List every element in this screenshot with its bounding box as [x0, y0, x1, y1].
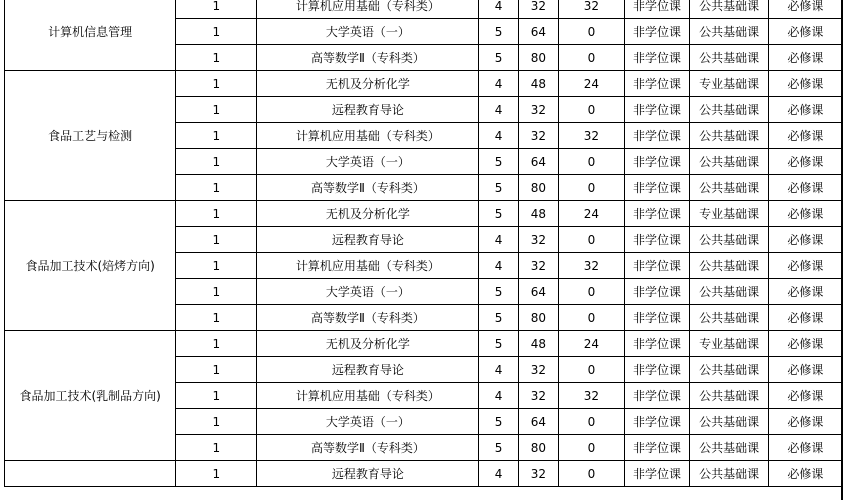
- category-cell[interactable]: 公共基础课: [690, 279, 769, 305]
- lab-hours-cell[interactable]: 32: [559, 383, 625, 409]
- major-cell[interactable]: 计算机信息管理: [5, 0, 176, 71]
- lab-hours-cell[interactable]: 0: [559, 357, 625, 383]
- course-cell[interactable]: 高等数学Ⅱ（专科类）: [257, 45, 479, 71]
- credits-cell[interactable]: 5: [479, 201, 518, 227]
- lab-hours-cell[interactable]: 24: [559, 201, 625, 227]
- credits-cell[interactable]: 4: [479, 383, 518, 409]
- course-cell[interactable]: 高等数学Ⅱ（专科类）: [257, 435, 479, 461]
- lab-hours-cell[interactable]: 0: [559, 305, 625, 331]
- course-cell[interactable]: 无机及分析化学: [257, 201, 479, 227]
- course-cell[interactable]: 高等数学Ⅱ（专科类）: [257, 305, 479, 331]
- category-cell[interactable]: 公共基础课: [690, 305, 769, 331]
- hours-cell[interactable]: 32: [518, 0, 558, 19]
- count-cell[interactable]: 1: [176, 409, 257, 435]
- degree-cell[interactable]: 非学位课: [624, 461, 690, 487]
- count-cell[interactable]: 1: [176, 19, 257, 45]
- hours-cell[interactable]: 48: [518, 71, 558, 97]
- credits-cell[interactable]: 5: [479, 175, 518, 201]
- degree-cell[interactable]: 非学位课: [624, 357, 690, 383]
- category-cell[interactable]: 公共基础课: [690, 45, 769, 71]
- credits-cell[interactable]: 4: [479, 123, 518, 149]
- category-cell[interactable]: 专业基础课: [690, 71, 769, 97]
- lab-hours-cell[interactable]: 32: [559, 123, 625, 149]
- credits-cell[interactable]: 5: [479, 305, 518, 331]
- category-cell[interactable]: 公共基础课: [690, 0, 769, 19]
- hours-cell[interactable]: 32: [518, 253, 558, 279]
- lab-hours-cell[interactable]: 0: [559, 149, 625, 175]
- requirement-cell[interactable]: 必修课: [768, 227, 842, 253]
- degree-cell[interactable]: 非学位课: [624, 0, 690, 19]
- degree-cell[interactable]: 非学位课: [624, 45, 690, 71]
- count-cell[interactable]: 1: [176, 123, 257, 149]
- degree-cell[interactable]: 非学位课: [624, 279, 690, 305]
- category-cell[interactable]: 公共基础课: [690, 461, 769, 487]
- degree-cell[interactable]: 非学位课: [624, 175, 690, 201]
- lab-hours-cell[interactable]: 32: [559, 0, 625, 19]
- credits-cell[interactable]: 5: [479, 331, 518, 357]
- course-cell[interactable]: 远程教育导论: [257, 227, 479, 253]
- table-body: [5, 0, 843, 487]
- lab-hours-cell[interactable]: 0: [559, 97, 625, 123]
- count-cell[interactable]: 1: [176, 201, 257, 227]
- course-cell[interactable]: 远程教育导论: [257, 461, 479, 487]
- requirement-cell[interactable]: 必修课: [768, 0, 842, 19]
- requirement-cell[interactable]: 必修课: [768, 71, 842, 97]
- category-cell[interactable]: 公共基础课: [690, 19, 769, 45]
- lab-hours-cell[interactable]: 0: [559, 279, 625, 305]
- major-cell[interactable]: 食品加工技术(焙烤方向): [5, 201, 176, 331]
- category-cell[interactable]: 公共基础课: [690, 253, 769, 279]
- category-cell[interactable]: 专业基础课: [690, 331, 769, 357]
- degree-cell[interactable]: 非学位课: [624, 331, 690, 357]
- course-cell[interactable]: 高等数学Ⅱ（专科类）: [257, 175, 479, 201]
- credits-cell[interactable]: 5: [479, 19, 518, 45]
- requirement-cell[interactable]: 必修课: [768, 45, 842, 71]
- category-cell[interactable]: 公共基础课: [690, 123, 769, 149]
- table-row[interactable]: [5, 0, 843, 19]
- major-cell[interactable]: 食品加工技术(乳制品方向): [5, 331, 176, 461]
- requirement-cell[interactable]: 必修课: [768, 97, 842, 123]
- count-cell[interactable]: 1: [176, 435, 257, 461]
- hours-cell[interactable]: 64: [518, 149, 558, 175]
- hours-cell[interactable]: 32: [518, 123, 558, 149]
- degree-cell[interactable]: 非学位课: [624, 227, 690, 253]
- hours-cell[interactable]: 80: [518, 305, 558, 331]
- count-cell[interactable]: 1: [176, 45, 257, 71]
- lab-hours-cell[interactable]: 24: [559, 331, 625, 357]
- hours-cell[interactable]: 48: [518, 331, 558, 357]
- course-cell[interactable]: 无机及分析化学: [257, 71, 479, 97]
- category-cell[interactable]: 公共基础课: [690, 175, 769, 201]
- hours-cell[interactable]: 32: [518, 97, 558, 123]
- count-cell[interactable]: 1: [176, 149, 257, 175]
- lab-hours-cell[interactable]: 0: [559, 227, 625, 253]
- lab-hours-cell[interactable]: 0: [559, 461, 625, 487]
- requirement-cell[interactable]: 必修课: [768, 253, 842, 279]
- hours-cell[interactable]: 80: [518, 45, 558, 71]
- count-cell[interactable]: 1: [176, 305, 257, 331]
- requirement-cell[interactable]: 必修课: [768, 461, 842, 487]
- major-cell[interactable]: 食品工艺与检测: [5, 71, 176, 201]
- credits-cell[interactable]: 4: [479, 253, 518, 279]
- course-cell[interactable]: 大学英语（一）: [257, 19, 479, 45]
- count-cell[interactable]: 1: [176, 227, 257, 253]
- lab-hours-cell[interactable]: 0: [559, 435, 625, 461]
- category-cell[interactable]: 公共基础课: [690, 357, 769, 383]
- degree-cell[interactable]: 非学位课: [624, 435, 690, 461]
- degree-cell[interactable]: 非学位课: [624, 19, 690, 45]
- course-cell[interactable]: 计算机应用基础（专科类）: [257, 0, 479, 19]
- requirement-cell[interactable]: 必修课: [768, 409, 842, 435]
- course-plan-table: [4, 0, 843, 487]
- course-cell[interactable]: 计算机应用基础（专科类）: [257, 383, 479, 409]
- hours-cell[interactable]: 80: [518, 175, 558, 201]
- credits-cell[interactable]: 4: [479, 357, 518, 383]
- table-row[interactable]: [5, 331, 843, 357]
- hours-cell[interactable]: 64: [518, 19, 558, 45]
- credits-cell[interactable]: 4: [479, 227, 518, 253]
- requirement-cell[interactable]: 必修课: [768, 19, 842, 45]
- count-cell[interactable]: 1: [176, 279, 257, 305]
- count-cell[interactable]: 1: [176, 383, 257, 409]
- category-cell[interactable]: 公共基础课: [690, 227, 769, 253]
- hours-cell[interactable]: 32: [518, 227, 558, 253]
- count-cell[interactable]: 1: [176, 253, 257, 279]
- hours-cell[interactable]: 32: [518, 357, 558, 383]
- count-cell[interactable]: 1: [176, 357, 257, 383]
- degree-cell[interactable]: 非学位课: [624, 97, 690, 123]
- degree-cell[interactable]: 非学位课: [624, 123, 690, 149]
- credits-cell[interactable]: 4: [479, 71, 518, 97]
- lab-hours-cell[interactable]: 0: [559, 409, 625, 435]
- course-cell[interactable]: 无机及分析化学: [257, 331, 479, 357]
- lab-hours-cell[interactable]: 0: [559, 19, 625, 45]
- table-row[interactable]: [5, 461, 843, 487]
- lab-hours-cell[interactable]: 0: [559, 45, 625, 71]
- hours-cell[interactable]: 64: [518, 409, 558, 435]
- lab-hours-cell[interactable]: 32: [559, 253, 625, 279]
- hours-cell[interactable]: 32: [518, 461, 558, 487]
- requirement-cell[interactable]: 必修课: [768, 435, 842, 461]
- lab-hours-cell[interactable]: 24: [559, 71, 625, 97]
- requirement-cell[interactable]: 必修课: [768, 279, 842, 305]
- hours-cell[interactable]: 64: [518, 279, 558, 305]
- requirement-cell[interactable]: 必修课: [768, 175, 842, 201]
- course-cell[interactable]: 远程教育导论: [257, 357, 479, 383]
- count-cell[interactable]: 1: [176, 461, 257, 487]
- degree-cell[interactable]: 非学位课: [624, 383, 690, 409]
- course-cell[interactable]: 大学英语（一）: [257, 149, 479, 175]
- category-cell[interactable]: 公共基础课: [690, 149, 769, 175]
- credits-cell[interactable]: 4: [479, 97, 518, 123]
- category-cell[interactable]: 公共基础课: [690, 383, 769, 409]
- hours-cell[interactable]: 48: [518, 201, 558, 227]
- requirement-cell[interactable]: 必修课: [768, 305, 842, 331]
- count-cell[interactable]: 1: [176, 0, 257, 19]
- hours-cell[interactable]: 32: [518, 383, 558, 409]
- credits-cell[interactable]: 5: [479, 409, 518, 435]
- course-cell[interactable]: 远程教育导论: [257, 97, 479, 123]
- requirement-cell[interactable]: 必修课: [768, 149, 842, 175]
- table-row[interactable]: [5, 201, 843, 227]
- credits-cell[interactable]: 5: [479, 45, 518, 71]
- hours-cell[interactable]: 80: [518, 435, 558, 461]
- degree-cell[interactable]: 非学位课: [624, 305, 690, 331]
- course-cell[interactable]: 大学英语（一）: [257, 409, 479, 435]
- credits-cell[interactable]: 5: [479, 149, 518, 175]
- requirement-cell[interactable]: 必修课: [768, 357, 842, 383]
- credits-cell[interactable]: 4: [479, 0, 518, 19]
- credits-cell[interactable]: 5: [479, 279, 518, 305]
- credits-cell[interactable]: 5: [479, 435, 518, 461]
- count-cell[interactable]: 1: [176, 71, 257, 97]
- requirement-cell[interactable]: 必修课: [768, 123, 842, 149]
- count-cell[interactable]: 1: [176, 97, 257, 123]
- requirement-cell[interactable]: 必修课: [768, 383, 842, 409]
- degree-cell[interactable]: 非学位课: [624, 409, 690, 435]
- count-cell[interactable]: 1: [176, 331, 257, 357]
- lab-hours-cell[interactable]: 0: [559, 175, 625, 201]
- category-cell[interactable]: 专业基础课: [690, 201, 769, 227]
- course-cell[interactable]: 计算机应用基础（专科类）: [257, 253, 479, 279]
- category-cell[interactable]: 公共基础课: [690, 97, 769, 123]
- degree-cell[interactable]: 非学位课: [624, 71, 690, 97]
- requirement-cell[interactable]: 必修课: [768, 201, 842, 227]
- category-cell[interactable]: 公共基础课: [690, 435, 769, 461]
- degree-cell[interactable]: 非学位课: [624, 201, 690, 227]
- degree-cell[interactable]: 非学位课: [624, 149, 690, 175]
- credits-cell[interactable]: 4: [479, 461, 518, 487]
- course-cell[interactable]: 大学英语（一）: [257, 279, 479, 305]
- count-cell[interactable]: 1: [176, 175, 257, 201]
- table-row[interactable]: [5, 71, 843, 97]
- course-cell[interactable]: 计算机应用基础（专科类）: [257, 123, 479, 149]
- requirement-cell[interactable]: 必修课: [768, 331, 842, 357]
- degree-cell[interactable]: 非学位课: [624, 253, 690, 279]
- major-cell[interactable]: [5, 461, 176, 487]
- category-cell[interactable]: 公共基础课: [690, 409, 769, 435]
